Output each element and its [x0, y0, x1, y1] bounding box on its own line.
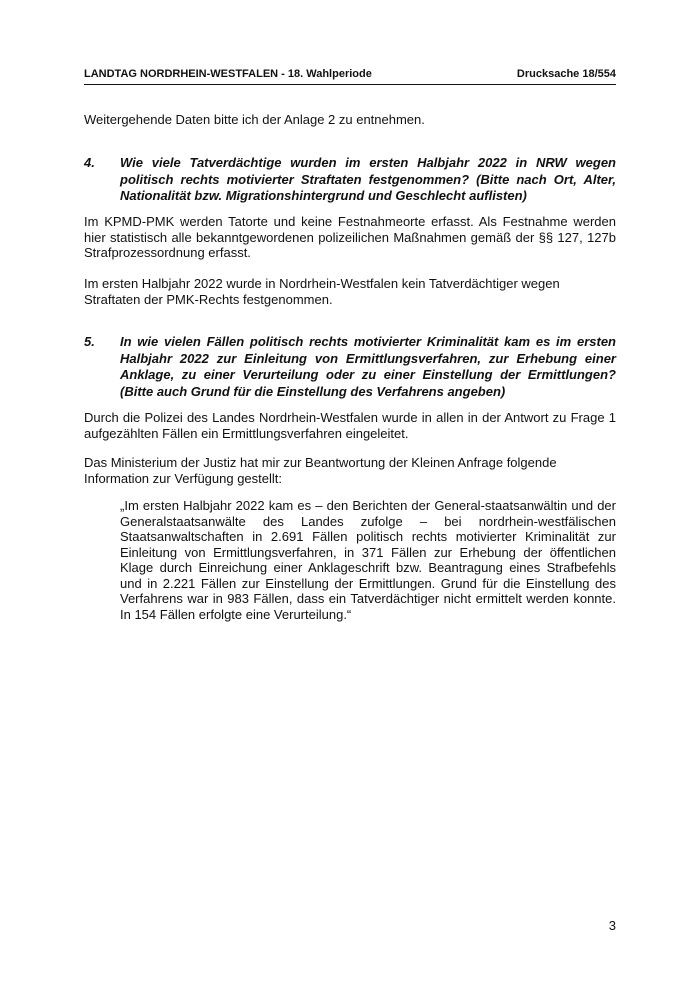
- page-header: [84, 68, 616, 85]
- justice-ministry-quote: „Im ersten Halbjahr 2022 kam es – den Berichten der General-staatsanwältin und der Generalstaatsanwälte des Landes zufolge – bei nordrhein-westfälischen Staatsanwaltschaften in 2.691 Fällen politisch rechts motivierter Kriminalität zur Einleitung von Ermittlungsverfahren, in 371 Fällen zur Erhebung der öffentlichen Klage durch Einreichung einer Anklageschrift bzw. Beantragung eines Strafbefehls und in 2.221 Fällen zur Einstellung der Ermittlungen. Grund für die Einstellung des Verfahrens war in 983 Fällen, dass ein Tatverdächtiger nicht ermittelt werden konnte. In 154 Fällen erfolgte eine Verurteilung.“: [120, 498, 616, 622]
- page-number: 3: [608, 918, 616, 933]
- question-4-text: Wie viele Tatverdächtige wurden im ersten Halbjahr 2022 in NRW wegen politisch rechts motivierter Straftaten festgenommen? (Bitte nach Ort, Alter, Nationalität bzw. Migrationshintergrund und Geschlecht auflisten): [120, 155, 616, 203]
- answer-5-paragraph-1: Durch die Polizei des Landes Nordrhein-Westfalen wurde in allen in der Antwort zu Frage 1 aufgezählten Fällen ein Ermittlungsverfahren eingeleitet.: [84, 410, 616, 441]
- question-5-text: In wie vielen Fällen politisch rechts motivierter Kriminalität kam es im ersten Halbjahr 2022 zur Einleitung von Ermittlungsverfahren, zur Erhebung einer Anklage, zu einer Verurteilung oder zu einer Einstellung der Ermittlungen? (Bitte auch Grund für die Einstellung des Verfahrens angeben): [120, 334, 616, 399]
- answer-5-paragraph-2: Das Ministerium der Justiz hat mir zur Beantwortung der Kleinen Anfrage folgende Information zur Verfügung gestellt:: [84, 455, 557, 486]
- answer-4-paragraph-1: Im KPMD-PMK werden Tatorte und keine Festnahmeorte erfasst. Als Festnahme werden hier statistisch alle bekanntgewordenen polizeilichen Maßnahmen gemäß der §§ 127, 127b Strafprozessordnung erfasst.: [84, 214, 616, 260]
- question-5: [84, 334, 616, 400]
- answer-4-paragraph-2: Im ersten Halbjahr 2022 wurde in Nordrhein-Westfalen kein Tatverdächtiger wegen Straftaten der PMK-Rechts festgenommen.: [84, 276, 560, 307]
- question-4-number: 4.: [84, 155, 95, 170]
- header-parliament: LANDTAG NORDRHEIN-WESTFALEN - 18. Wahlperiode: [84, 68, 372, 80]
- question-5-number: 5.: [84, 334, 95, 349]
- header-document-number: Drucksache 18/554: [516, 68, 616, 80]
- question-4: [84, 155, 616, 205]
- intro-paragraph: Weitergehende Daten bitte ich der Anlage 2 zu entnehmen.: [84, 112, 425, 127]
